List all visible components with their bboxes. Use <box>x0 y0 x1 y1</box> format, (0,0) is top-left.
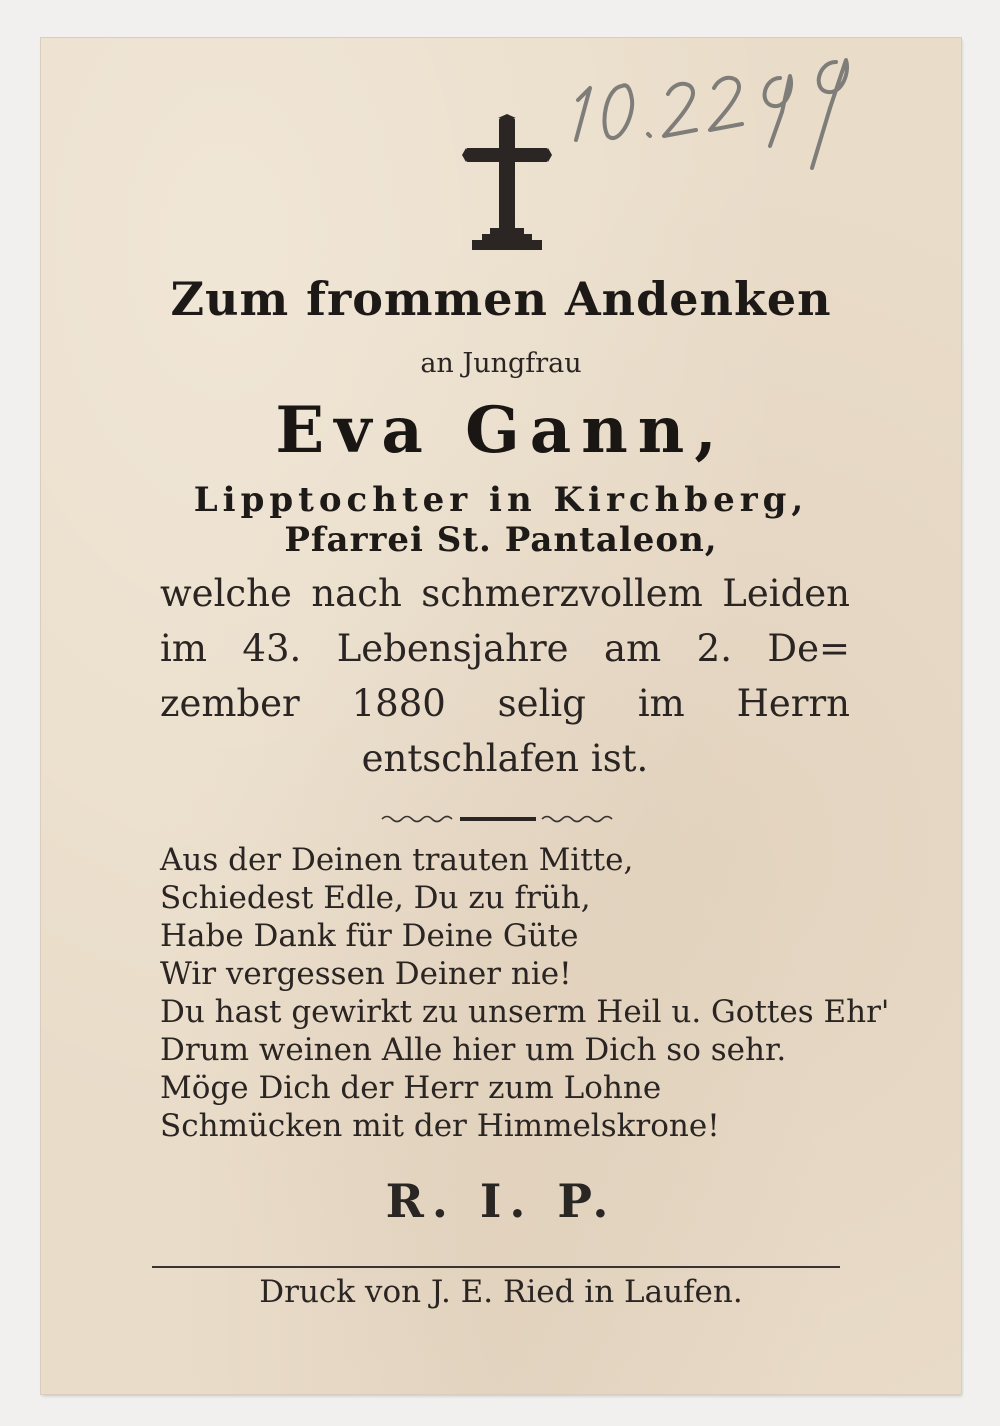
printer-imprint: Druck von J. E. Ried in Laufen. <box>259 1274 743 1310</box>
verse-line-8: Schmücken mit der Himmelskrone! <box>160 1108 720 1144</box>
footer-rule <box>152 1266 840 1268</box>
handwritten-inventory-number <box>564 48 884 178</box>
deceased-name: Eva Gann, <box>275 393 727 468</box>
verse-line-5: Du hast gewirkt zu unserm Heil u. Gottes Ehr' <box>160 994 890 1030</box>
card-heading: Zum frommen Andenken <box>170 272 832 326</box>
parish-line: Pfarrei St. Pantaleon, <box>284 520 718 560</box>
verse-line-3: Habe Dank für Deine Güte <box>160 918 579 954</box>
body-line-1: welche nach schmerzvollem Leiden <box>160 572 850 615</box>
occupation-line: Lipptochter in Kirchberg, <box>193 480 809 520</box>
verse-line-1: Aus der Deinen trauten Mitte, <box>160 842 634 878</box>
body-line-2: im 43. Lebensjahre am 2. De= <box>160 627 850 670</box>
ornamental-divider <box>380 812 614 826</box>
cross-icon <box>462 114 552 252</box>
dedication-line: an Jungfrau <box>420 348 582 379</box>
verse-line-6: Drum weinen Alle hier um Dich so sehr. <box>160 1032 787 1068</box>
verse-line-7: Möge Dich der Herr zum Lohne <box>160 1070 662 1106</box>
body-line-3: zember 1880 selig im Herrn <box>160 682 850 725</box>
verse-line-4: Wir vergessen Deiner nie! <box>160 956 572 992</box>
body-line-4: entschlafen ist. <box>361 737 649 780</box>
verse-line-2: Schiedest Edle, Du zu früh, <box>160 880 591 916</box>
rip-closing: R. I. P. <box>385 1174 617 1228</box>
